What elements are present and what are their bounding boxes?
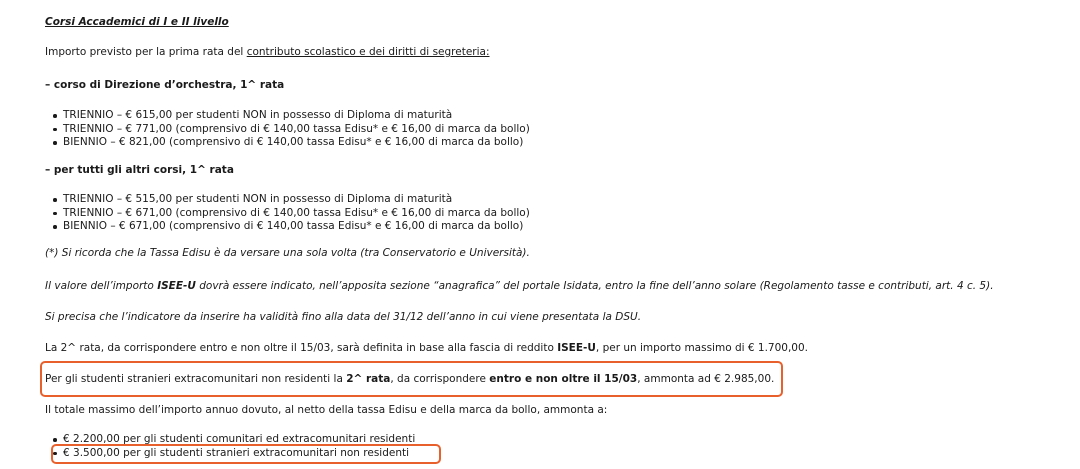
altri-list bbox=[45, 193, 530, 234]
list-item: TRIENNIO – € 671,00 (comprensivo di € 140,00 tassa Edisu* e € 16,00 di marca da bollo) bbox=[63, 206, 530, 219]
edisu-note: (*) Si ricorda che la Tassa Edisu è da versare una sola volta (tra Conservatorio e Università). bbox=[45, 247, 530, 259]
seconda-rata-text: La 2^ rata, da corrispondere entro e non oltre il 15/03, sarà definita in base alla fascia di reddito bbox=[45, 342, 558, 354]
isee-text-rest: dovrà essere indicato, nell’apposita sezione “anagrafica” del portale Isidata, entro la fine dell’anno solare (Regolamento tasse e contributi, art. 4 c. 5). bbox=[195, 280, 994, 292]
altri-title: – per tutti gli altri corsi, 1^ rata bbox=[45, 164, 234, 176]
stranieri-text: Per gli studenti stranieri extracomunitari non residenti la bbox=[45, 373, 347, 385]
direzione-title: – corso di Direzione d’orchestra, 1^ rata bbox=[45, 79, 285, 91]
intro-text: Importo previsto per la prima rata del bbox=[45, 46, 247, 58]
intro-paragraph bbox=[45, 45, 490, 59]
stranieri-deadline: entro e non oltre il 15/03 bbox=[489, 373, 638, 385]
totale-intro: Il totale massimo dell’importo annuo dovuto, al netto della tassa Edisu e della marca da bollo, ammonta a: bbox=[45, 404, 608, 416]
seconda-rata-paragraph bbox=[45, 341, 808, 355]
stranieri-text-end: , ammonta ad € 2.985,00. bbox=[637, 373, 775, 385]
list-item: € 2.200,00 per gli studenti comunitari ed extracomunitari residenti bbox=[63, 433, 416, 445]
isee-term: ISEE-U bbox=[157, 280, 196, 292]
direzione-list bbox=[45, 109, 530, 150]
seconda-rata-text-rest: , per un importo massimo di € 1.700,00. bbox=[595, 342, 808, 354]
section-heading: Corsi Accademici di I e II livello bbox=[45, 16, 229, 28]
highlight-box-stranieri bbox=[40, 361, 783, 397]
contributo-link[interactable]: contributo scolastico e dei diritti di segreteria: bbox=[246, 46, 490, 58]
isee-text: Il valore dell’importo bbox=[45, 280, 158, 292]
stranieri-text-mid: , da corrispondere bbox=[390, 373, 490, 385]
isee-term: ISEE-U bbox=[557, 342, 596, 354]
list-item: TRIENNIO – € 771,00 (comprensivo di € 140,00 tassa Edisu* e € 16,00 di marca da bollo) bbox=[63, 122, 530, 135]
list-item: TRIENNIO – € 515,00 per studenti NON in possesso di Diploma di maturità bbox=[63, 193, 530, 207]
list-item: BIENNIO – € 671,00 (comprensivo di € 140,00 tassa Edisu* e € 16,00 di marca da bollo) bbox=[63, 220, 530, 234]
highlight-box-totale bbox=[51, 444, 441, 464]
list-item: € 3.500,00 per gli studenti stranieri extracomunitari non residenti bbox=[63, 447, 415, 461]
validita-paragraph: Si precisa che l’indicatore da inserire ha validità fino alla data del 31/12 dell’anno in cui viene presentata la DSU. bbox=[45, 311, 642, 323]
list-item: BIENNIO – € 821,00 (comprensivo di € 140,00 tassa Edisu* e € 16,00 di marca da bollo) bbox=[63, 136, 530, 150]
isee-paragraph bbox=[45, 279, 994, 293]
stranieri-rata: 2^ rata bbox=[346, 373, 391, 385]
list-item: TRIENNIO – € 615,00 per studenti NON in possesso di Diploma di maturità bbox=[63, 109, 530, 123]
